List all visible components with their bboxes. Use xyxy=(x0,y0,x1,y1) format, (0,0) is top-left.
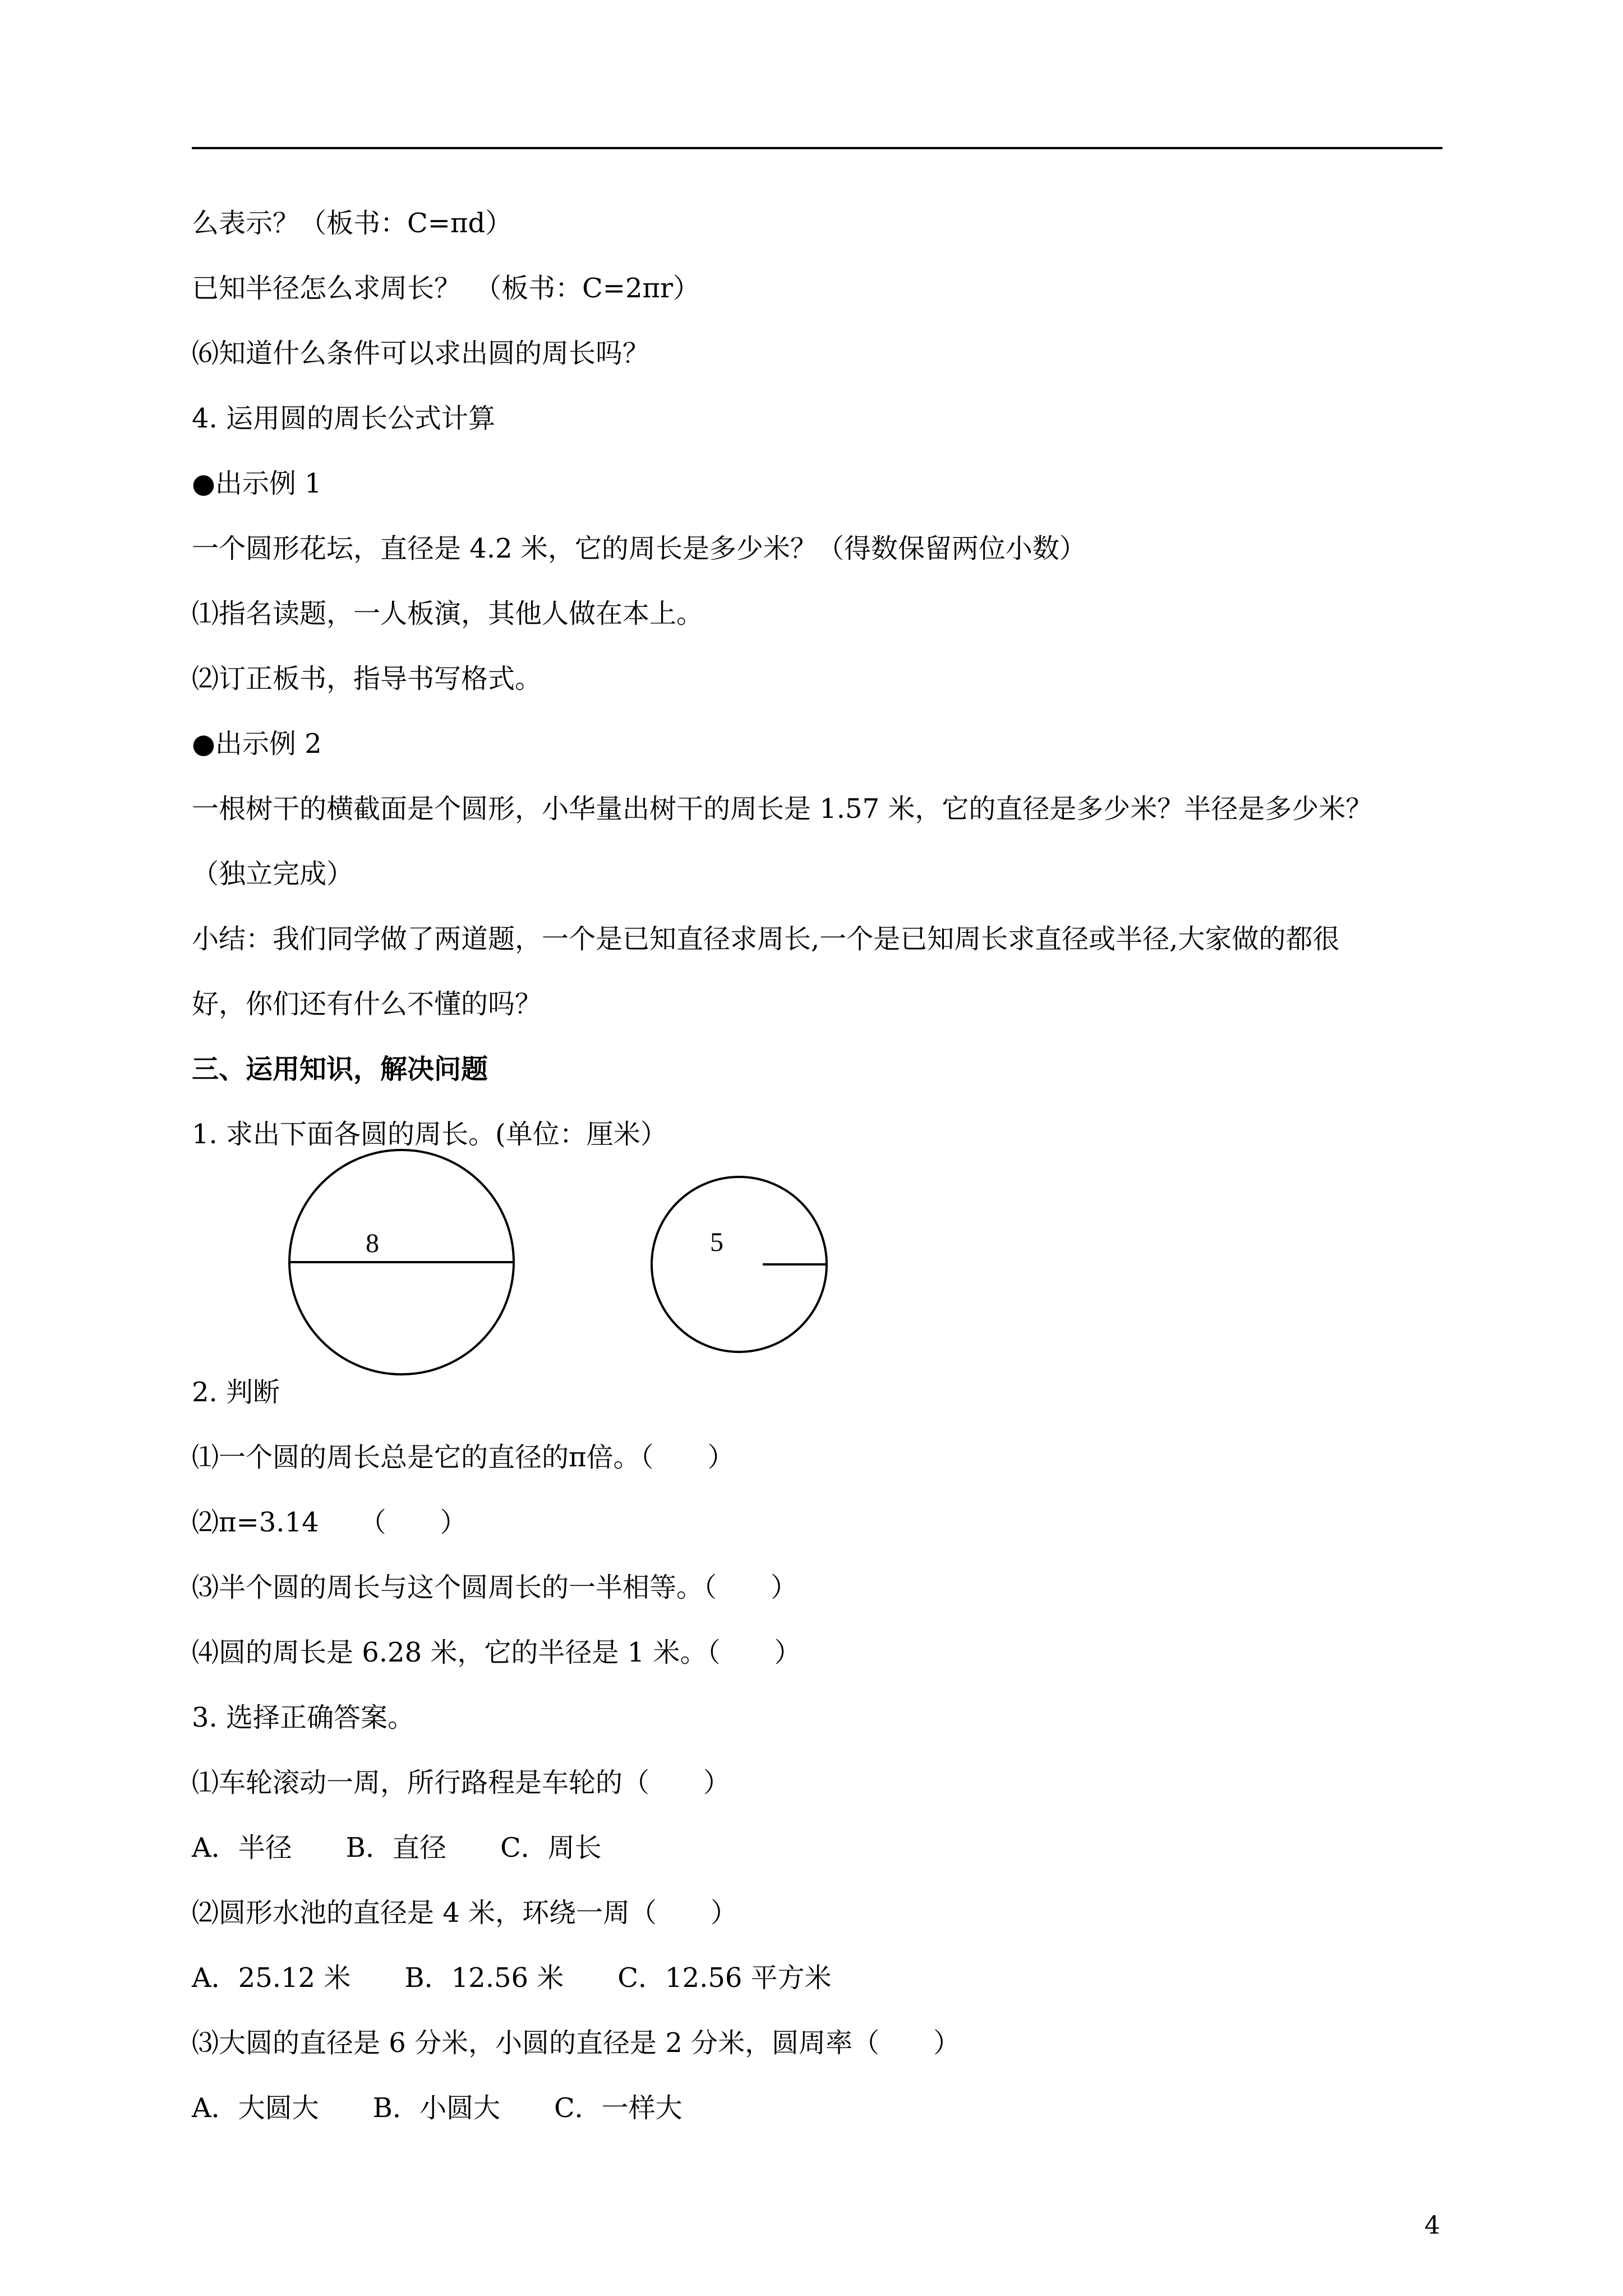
judge-item-3: ⑶半个圆的周长与这个圆周长的一半相等。（ ） xyxy=(192,1572,798,1603)
choice-options-3: A．大圆大 B．小圆大 C．一样大 xyxy=(192,2092,683,2124)
summary-line-1: 小结：我们同学做了两道题，一个是已知直径求周长,一个是已知周长求直径或半径,大家做的都很 xyxy=(192,923,1340,955)
choice-options-2: A．25.12 米 B．12.56 米 C．12.56 平方米 xyxy=(192,1962,832,1994)
choice-question-2: ⑵圆形水池的直径是 4 米，环绕一周（ ） xyxy=(192,1897,738,1929)
judge-item-2: ⑵π=3.14 （ ） xyxy=(192,1507,467,1538)
example-2-question: 一根树干的横截面是个圆形，小华量出树干的周长是 1.57 米，它的直径是多少米？半径是多少米？ xyxy=(192,793,1373,825)
judge-item-4: ⑷圆的周长是 6.28 米，它的半径是 1 米。（ ） xyxy=(192,1637,801,1668)
choice-options-1: A．半径 B．直径 C．周长 xyxy=(192,1832,602,1864)
text-line-11: （独立完成） xyxy=(192,858,354,890)
right-circle-label: 5 xyxy=(710,1227,723,1257)
section-heading-4: 4. 运用圆的周长公式计算 xyxy=(192,403,496,434)
choice-question-1: ⑴车轮滚动一周，所行路程是车轮的（ ） xyxy=(192,1767,731,1798)
summary-line-2: 好，你们还有什么不懂的吗？ xyxy=(192,988,542,1020)
text-line-2: 已知半径怎么求周长？ （板书：C=2πr） xyxy=(192,273,700,304)
exercise-3-title: 3. 选择正确答案。 xyxy=(192,1702,415,1733)
left-circle-label: 8 xyxy=(366,1228,379,1258)
header-rule xyxy=(192,147,1442,149)
section-heading-three: 三、运用知识，解决问题 xyxy=(192,1053,488,1085)
choice-question-3: ⑶大圆的直径是 6 分米，小圆的直径是 2 分米，圆周率（ ） xyxy=(192,2027,961,2059)
exercise-1-title: 1. 求出下面各圆的周长。(单位：厘米） xyxy=(192,1119,667,1150)
page-number: 4 xyxy=(1424,2211,1440,2240)
judge-item-1: ⑴一个圆的周长总是它的直径的π倍。（ ） xyxy=(192,1442,735,1473)
example-1-title: ●出示例 1 xyxy=(192,468,322,499)
text-line-8: ⑵订正板书，指导书写格式。 xyxy=(192,663,542,694)
exercise-2-title: 2. 判断 xyxy=(192,1377,280,1408)
text-line-1: 么表示？（板书：C=πd） xyxy=(192,208,513,239)
example-1-question: 一个圆形花坛，直径是 4.2 米，它的周长是多少米？（得数保留两位小数） xyxy=(192,533,1086,564)
example-2-title: ●出示例 2 xyxy=(192,728,322,760)
text-line-3: ⑹知道什么条件可以求出圆的周长吗？ xyxy=(192,338,650,369)
text-line-7: ⑴指名读题，一人板演，其他人做在本上。 xyxy=(192,598,704,629)
circles-figure xyxy=(269,1133,886,1380)
